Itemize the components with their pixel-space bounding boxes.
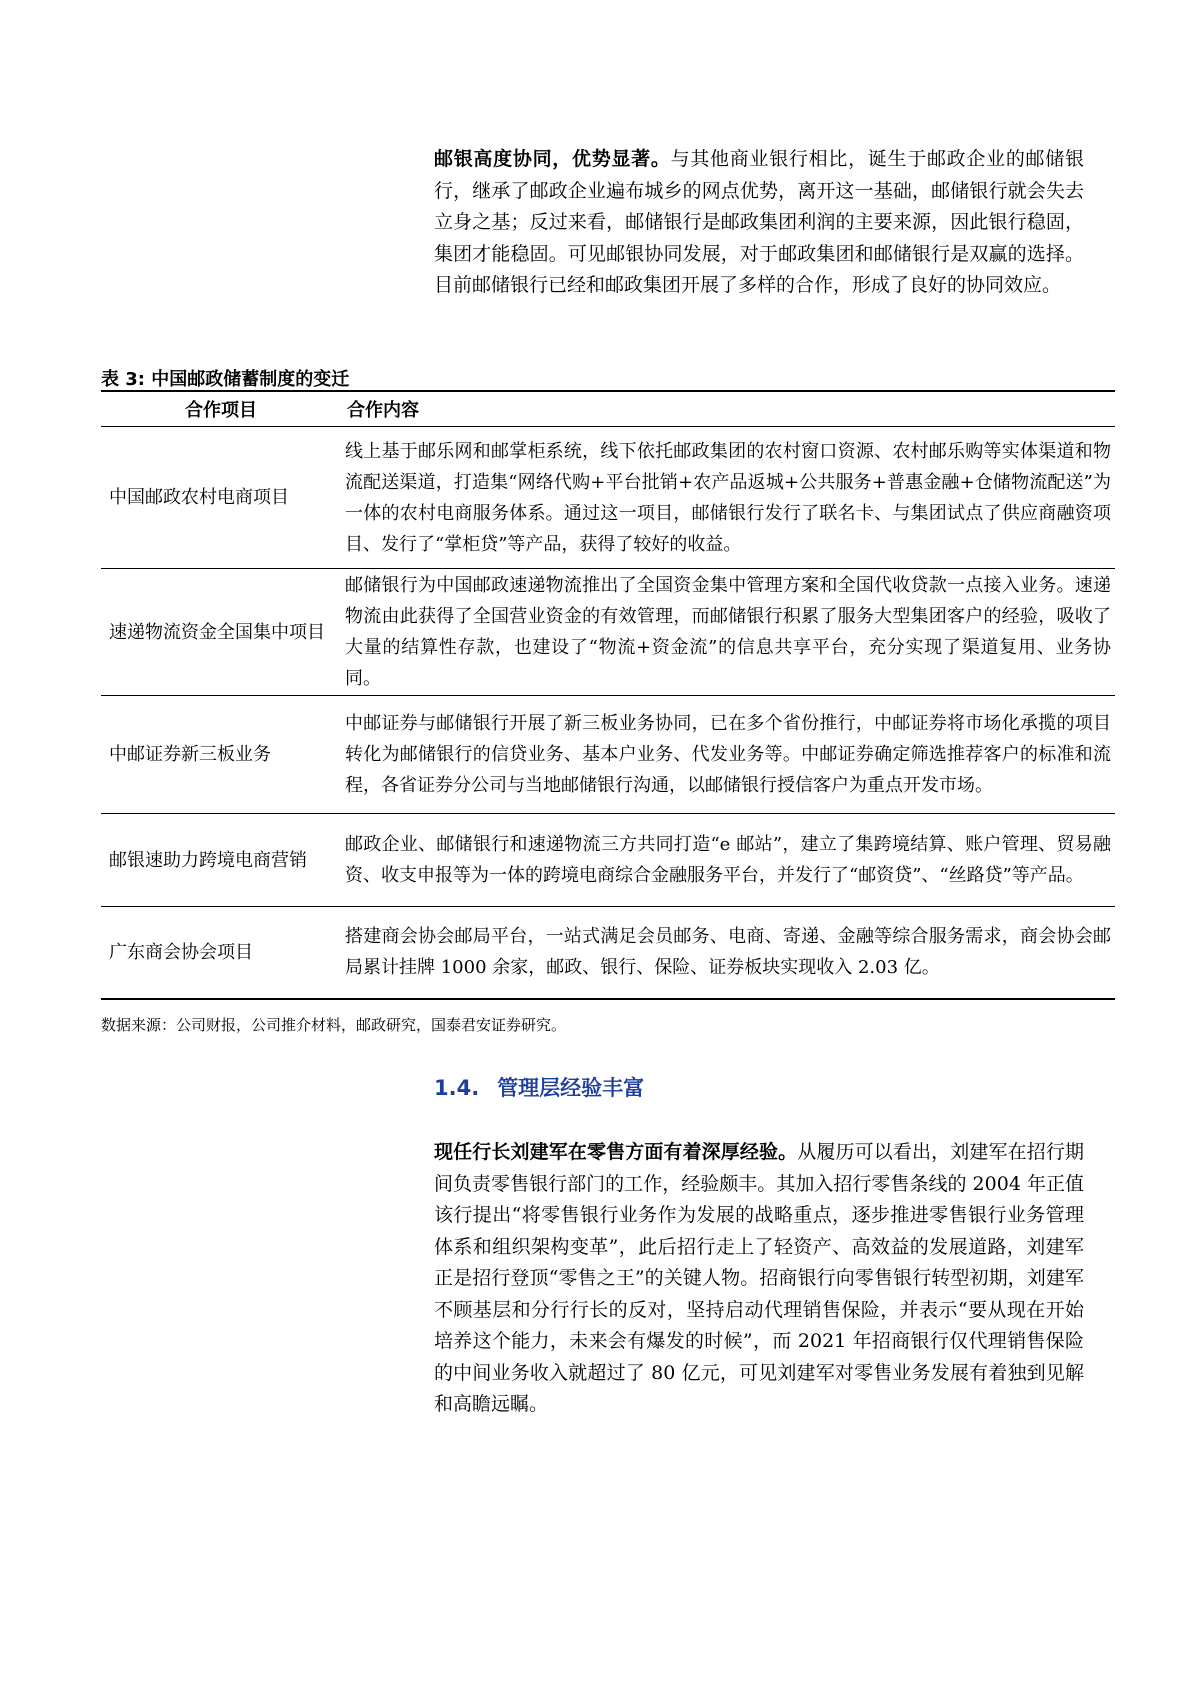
project-content: 中邮证券与邮储银行开展了新三板业务协同，已在多个省份推行，中邮证券将市场化承揽的项目转化为邮储银行的信贷业务、基本户业务、代发业务等。中邮证券确定筛选推荐客户的标准和流程，各省证券分公司与当地邮储银行沟通，以邮储银行授信客户为重点开发市场。: [341, 696, 1115, 814]
project-name: 中国邮政农村电商项目: [109, 487, 289, 508]
project-name: 速递物流资金全国集中项目: [101, 569, 341, 696]
header-content: 合作内容: [341, 391, 1115, 427]
section-title: 管理层经验丰富: [497, 1076, 645, 1100]
management-paragraph-lead: 现任行长刘建军在零售方面有着深厚经验。: [434, 1141, 798, 1163]
cooperation-table: [101, 390, 1115, 1000]
management-paragraph: [434, 1137, 1084, 1421]
table-row: [101, 696, 1115, 814]
intro-paragraph-lead: 邮银高度协同，优势显著。: [434, 148, 671, 170]
table-row: [101, 814, 1115, 907]
project-content: 线上基于邮乐网和邮掌柜系统，线下依托邮政集团的农村窗口资源、农村邮乐购等实体渠道和物流配送渠道，打造集“网络代购+平台批销+农产品返城+公共服务+普惠金融+仓储物流配送”为一体的农村电商服务体系。通过这一项目，邮储银行发行了联名卡、与集团试点了供应商融资项目、发行了“掌柜贷”等产品，获得了较好的收益。: [345, 440, 1111, 555]
project-content: 邮政企业、邮储银行和速递物流三方共同打造“e 邮站”，建立了集跨境结算、账户管理、贸易融资、收支申报等为一体的跨境电商综合金融服务平台，并发行了“邮资贷”、“丝路贷”等产品。: [341, 814, 1115, 907]
project-name: 邮银速助力跨境电商营销: [101, 814, 341, 907]
table-row: [101, 907, 1115, 999]
section-number: 1.4.: [434, 1076, 480, 1100]
intro-paragraph: [434, 144, 1084, 302]
project-content: 搭建商会协会邮局平台，一站式满足会员邮务、电商、寄递、金融等综合服务需求，商会协会邮局累计挂牌 1000 余家，邮政、银行、保险、证券板块实现收入 2.03 亿。: [341, 907, 1115, 999]
management-paragraph-body: 从履历可以看出，刘建军在招行期间负责零售银行部门的工作，经验颇丰。其加入招行零售条线的 2004 年正值该行提出“将零售银行业务作为发展的战略重点，逐步推进零售银行业务管理体系和组织架构变革”，此后招行走上了轻资产、高效益的发展道路，刘建军正是招行登顶“零售之王”的关键人物。招商银行向零售银行转型初期，刘建军不顾基层和分行行长的反对，坚持启动代理销售保险，并表示“要从现在开始培养这个能力，未来会有爆发的时候”，而 2021 年招商银行仅代理销售保险的中间业务收入就超过了 80 亿元，可见刘建军对零售业务发展有着独到见解和高瞻远瞩。: [434, 1141, 1084, 1415]
intro-paragraph-body: 与其他商业银行相比，诞生于邮政企业的邮储银行，继承了邮政企业遍布城乡的网点优势，离开这一基础，邮储银行就会失去立身之基；反过来看，邮储银行是邮政集团利润的主要来源，因此银行稳固，集团才能稳固。可见邮银协同发展，对于邮政集团和邮储银行是双赢的选择。目前邮储银行已经和邮政集团开展了多样的合作，形成了良好的协同效应。: [434, 148, 1084, 296]
section-heading: [434, 1072, 644, 1102]
table-row: [101, 569, 1115, 696]
table-caption: 表 3: 中国邮政储蓄制度的变迁: [101, 369, 350, 390]
table-row: [101, 427, 1115, 569]
project-name: 中邮证券新三板业务: [101, 696, 341, 814]
table-header-row: [101, 391, 1115, 427]
header-project: 合作项目: [101, 391, 341, 427]
data-source-note: 数据来源：公司财报，公司推介材料，邮政研究，国泰君安证券研究。: [101, 1016, 567, 1034]
project-content: 邮储银行为中国邮政速递物流推出了全国资金集中管理方案和全国代收贷款一点接入业务。速递物流由此获得了全国营业资金的有效管理，而邮储银行积累了服务大型集团客户的经验，吸收了大量的结算性存款，也建设了“物流+资金流”的信息共享平台，充分实现了渠道复用、业务协同。: [341, 569, 1115, 696]
project-name: 广东商会协会项目: [101, 907, 341, 999]
